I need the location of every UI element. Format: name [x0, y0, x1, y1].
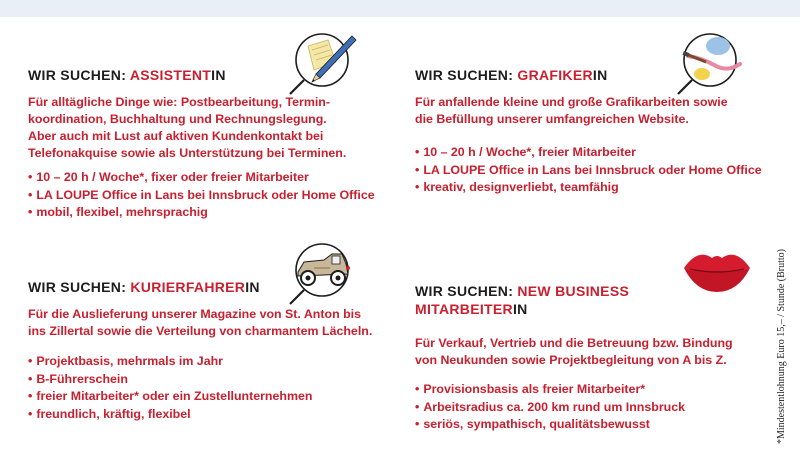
title-prefix: WIR SUCHEN: [415, 67, 518, 83]
list-item: • kreativ, designverliebt, teamfähig [415, 180, 619, 194]
title-prefix: WIR SUCHEN: [415, 283, 518, 299]
title-suffix: IN [211, 67, 226, 83]
list-item: • freier Mitarbeiter* oder ein Zustellunternehmen [28, 389, 313, 403]
job-card-new-business [415, 282, 755, 434]
description-line: die Befüllung unserer umfangreichen Website. [415, 112, 689, 126]
top-bar [0, 0, 800, 17]
title-highlight: GRAFIKER [517, 67, 593, 83]
title-highlight: KURIERFAHRER [130, 279, 246, 295]
list-item: • 10 – 20 h / Woche*, fixer oder freier Mitarbeiter [28, 170, 309, 184]
list-item: • Projektbasis, mehrmals im Jahr [28, 354, 223, 368]
list-item: • LA LOUPE Office in Lans bei Innsbruck oder Home Office [415, 162, 762, 177]
list-item: • 10 – 20 h / Woche*, freier Mitarbeiter [415, 145, 636, 159]
list-item: • B-Führerschein [28, 371, 128, 386]
title-prefix: WIR SUCHEN: [28, 67, 130, 83]
title-suffix: IN [592, 67, 608, 83]
title-highlight: NEW BUSINESS MITARBEITER [415, 283, 630, 317]
job-description [415, 335, 755, 369]
description-line: Telefonakquise sowie als Unterstützung bei Terminen. [28, 146, 347, 160]
description-line: koordination, Buchhaltung und Rechnungslegung. [28, 112, 327, 126]
list-item: • seriös, sympathisch, qualitätsbewusst [415, 417, 650, 431]
description-line: Für Verkauf, Vertrieb und die Betreuung bzw. Bindung [415, 336, 733, 350]
description-line: Für die Auslieferung unserer Magazine von St. Anton bis [28, 307, 361, 321]
title-suffix: IN [245, 279, 260, 295]
job-requirements [28, 353, 408, 423]
job-description [28, 94, 408, 162]
title-prefix: WIR SUCHEN: [28, 279, 131, 295]
description-line: von Neukunden sowie Projektbegleitung von A bis Z. [415, 353, 727, 367]
list-item: • LA LOUPE Office in Lans bei Innsbruck oder Home Office [28, 187, 375, 202]
job-requirements [28, 169, 408, 222]
description-line: Aber auch mit Lust auf aktiven Kundenkontakt bei [28, 129, 324, 143]
list-item: • Arbeitsradius ca. 200 km rund um Innsbruck [415, 399, 686, 414]
job-requirements [415, 144, 775, 197]
vintage-car-icon [284, 238, 364, 306]
job-description [28, 306, 408, 340]
job-title [415, 282, 685, 318]
description-line: Für anfallende kleine und große Grafikarbeiten sowie [415, 95, 728, 109]
description-line: ins Zillertal sowie die Verteilung von charmantem Lächeln. [28, 324, 373, 338]
list-item: • freundlich, kräftig, flexibel [28, 406, 191, 421]
paintbrush-palette-icon [670, 28, 750, 96]
description-line: Für alltägliche Dinge wie: Postbearbeitung, Termin- [28, 95, 331, 109]
list-item: • mobil, flexibel, mehrsprachig [28, 205, 208, 219]
list-item: • Provisionsbasis als freier Mitarbeiter* [415, 382, 646, 396]
footnote [772, 196, 792, 456]
job-requirements [415, 381, 755, 434]
title-suffix: IN [512, 301, 528, 317]
pencil-paper-icon [284, 28, 364, 96]
footnote-text: *Mindestentlohnung Euro 15,– / Stunde (Brutto) [776, 249, 787, 444]
job-description [415, 94, 775, 128]
red-lips-icon [680, 244, 754, 298]
title-highlight: ASSISTENT [129, 67, 212, 83]
